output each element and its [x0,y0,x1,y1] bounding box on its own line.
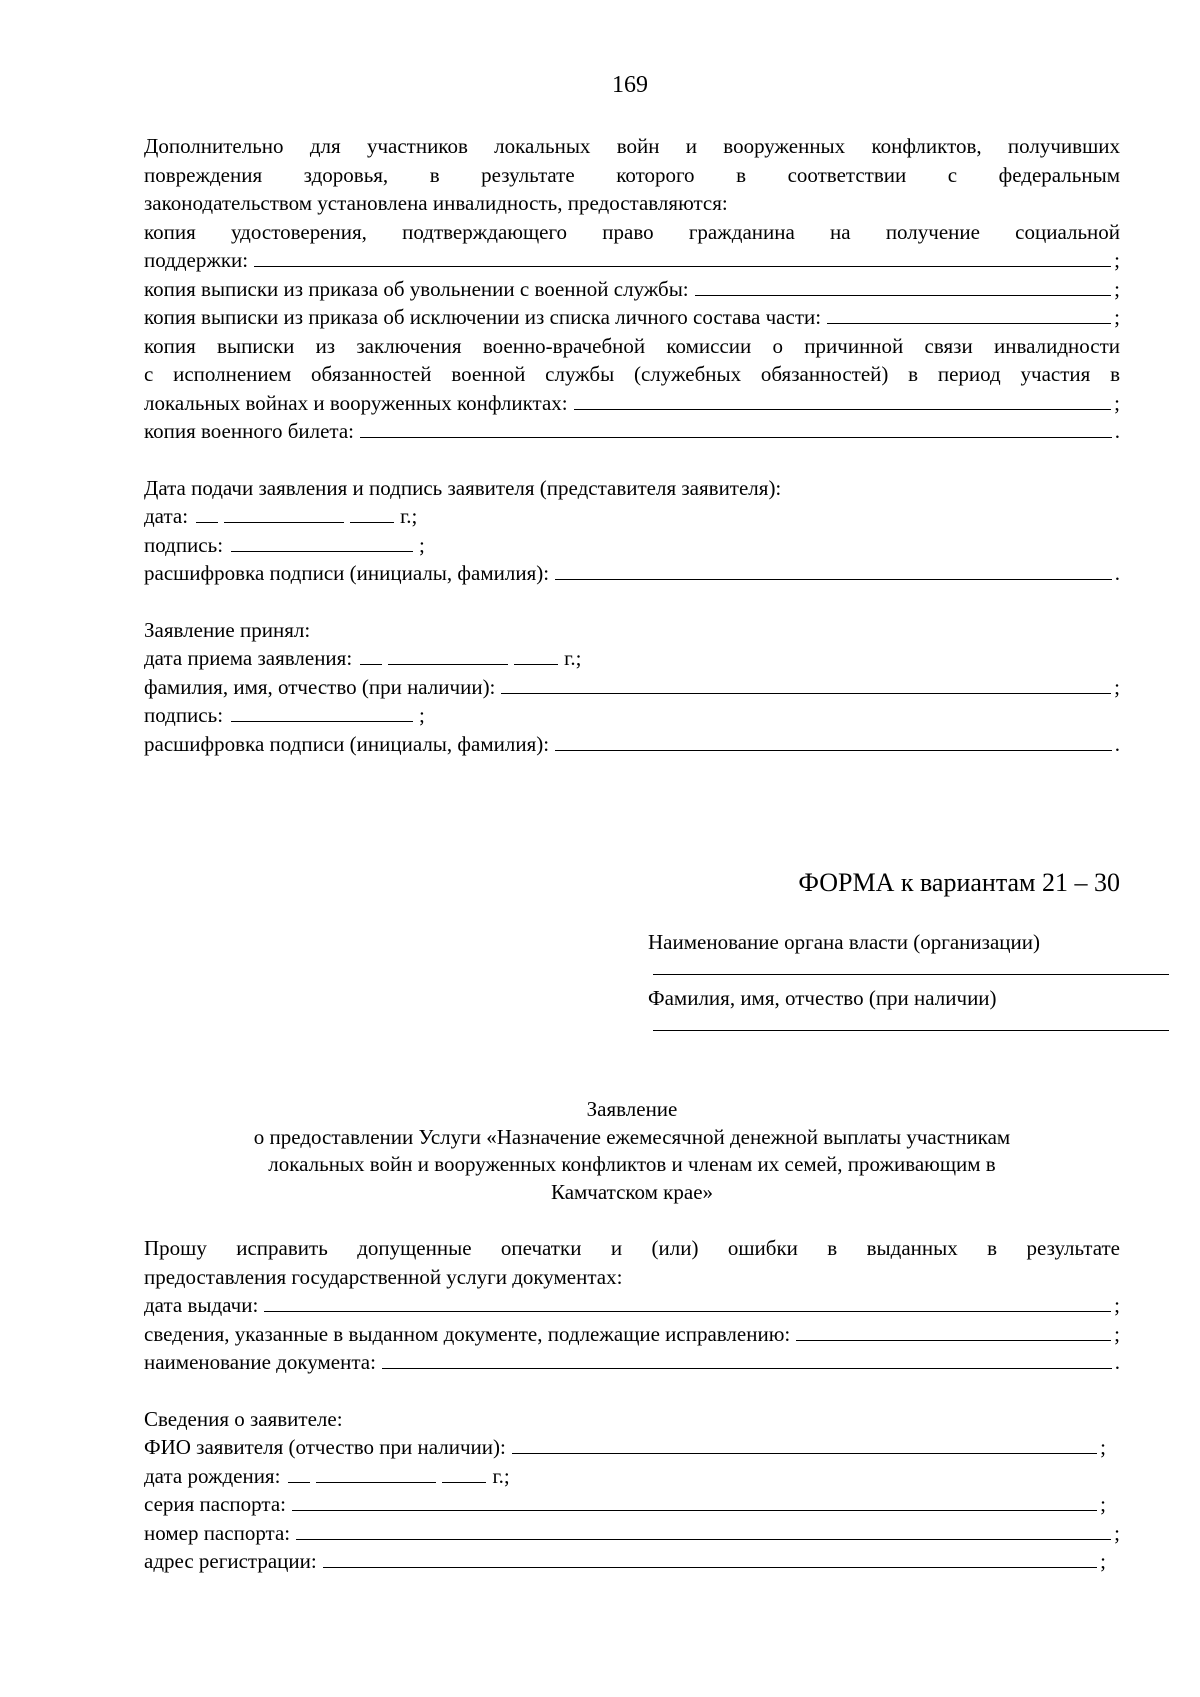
accept-date-field[interactable] [144,644,1120,673]
correction-info-field[interactable] [144,1320,1120,1349]
item1-text: копия удостоверения, подтверждающего право гражданина на получение социальной [144,219,1120,244]
form-title: ФОРМА к вариантам 21 – 30 [798,868,1120,897]
issue-date-field[interactable] [144,1291,1120,1320]
doc-name-label: наименование документа: [144,1350,376,1374]
correction-info-label: сведения, указанные в выданном документе, подлежащие исправлению: [144,1321,791,1346]
birth-date-label: дата рождения: [144,1463,281,1488]
item4-underline[interactable] [574,390,1112,410]
signature-heading [144,474,1120,503]
semicolon: ; [1114,674,1120,699]
address-label: адрес регистрации: [144,1549,317,1573]
year-underline[interactable] [350,503,394,523]
accept-fio-underline[interactable] [501,674,1111,694]
intro-line: Дополнительно для участников локальных войн и вооруженных конфликтов, получивших [144,134,1120,158]
org-field[interactable] [648,928,1168,975]
address-underline[interactable] [323,1548,1097,1568]
header-fio-label: Фамилия, имя, отчество (при наличии) [648,986,997,1010]
semicolon: ; [1100,1492,1106,1516]
statement-title-block [144,1096,1120,1206]
period: . [1114,561,1120,585]
item4-line: копия выписки из заключения военно-врачебной комиссии о причинной связи инвалидности [144,333,1120,358]
year-suffix: г.; [492,1463,510,1488]
year-underline[interactable] [442,1463,486,1483]
semicolon: ; [419,532,425,557]
accepted-heading [144,616,1120,645]
accept-signature-field[interactable] [144,701,1120,730]
issue-date-label: дата выдачи: [144,1293,259,1317]
item3-label: копия выписки из приказа об исключении из списка личного состава части: [144,305,822,329]
passport-number-label: номер паспорта: [144,1520,291,1545]
date-label: дата: [144,504,189,528]
applicant-fio-field[interactable] [144,1433,1106,1462]
signature-decode-field[interactable] [144,559,1120,588]
passport-series-label: серия паспорта: [144,1492,286,1516]
signature-underline[interactable] [231,532,413,552]
decode-label: расшифровка подписи (инициалы, фамилия): [144,561,550,585]
item1-label: поддержки: [144,248,249,272]
item5-label: копия военного билета: [144,419,354,443]
address-field[interactable] [144,1547,1106,1576]
period: . [1114,419,1120,443]
semicolon: ; [1114,1293,1120,1317]
semicolon: ; [1100,1435,1106,1459]
accept-signature-underline[interactable] [231,702,413,722]
item4-paragraph [144,332,1120,389]
accept-fio-field[interactable] [144,673,1120,702]
applicant-heading-text: Сведения о заявителе: [144,1406,343,1431]
org-underline[interactable] [653,956,1169,975]
signature-label: подпись: [144,532,224,557]
year-suffix: г.; [400,504,418,528]
accepted-heading-text: Заявление принял: [144,617,311,642]
month-underline[interactable] [388,645,508,665]
request-intro-line: Прошу исправить допущенные опечатки и (или) ошибки в выданных в результате [144,1236,1120,1260]
request-intro [144,1234,1120,1291]
item1-line [144,218,1120,247]
semicolon: ; [1114,1520,1120,1545]
request-section [144,1234,1120,1576]
additional-docs-section [144,132,1120,758]
item2-label: копия выписки из приказа об увольнении с военной службы: [144,276,689,301]
item4-label: локальных войнах и вооруженных конфликтах: [144,390,568,415]
intro-line: повреждения здоровья, в результате которого в соответствии с федеральным [144,162,1120,187]
accept-fio-label: фамилия, имя, отчество (при наличии): [144,674,496,699]
doc-name-underline[interactable] [382,1349,1112,1369]
applicant-heading [144,1405,1120,1434]
applicant-fio-label: ФИО заявителя (отчество при наличии): [144,1435,506,1459]
statement-subtitle-line: о предоставлении Услуги «Назначение ежемесячной денежной выплаты участникам [253,1124,1011,1149]
semicolon: ; [1114,248,1120,272]
item5-underline[interactable] [360,418,1112,438]
submission-date-field[interactable] [144,502,1120,531]
semicolon: ; [1114,1321,1120,1346]
day-underline[interactable] [288,1463,310,1483]
issue-date-underline[interactable] [264,1292,1111,1312]
period: . [1114,1350,1120,1374]
item2-underline[interactable] [695,276,1112,296]
item1-field[interactable] [144,246,1120,275]
month-underline[interactable] [224,503,344,523]
semicolon: ; [1100,1549,1106,1573]
month-underline[interactable] [316,1463,436,1483]
accept-signature-label: подпись: [144,703,224,727]
statement-subtitle-line: локальных войн и вооруженных конфликтов и членам их семей, проживающим в [268,1152,996,1176]
accept-decode-label: расшифровка подписи (инициалы, фамилия): [144,731,550,756]
header-fio-field[interactable] [648,984,1168,1031]
item3-underline[interactable] [827,304,1111,324]
page-number: 169 [612,72,648,98]
item5-field[interactable] [144,417,1120,446]
decode-underline[interactable] [555,560,1112,580]
signature-field[interactable] [144,531,1120,560]
item2-field[interactable] [144,275,1120,304]
doc-name-field[interactable] [144,1348,1120,1377]
year-underline[interactable] [514,645,558,665]
applicant-fio-underline[interactable] [512,1434,1097,1454]
day-underline[interactable] [360,645,382,665]
passport-series-field[interactable] [144,1490,1106,1519]
header-fio-underline[interactable] [653,1012,1169,1031]
semicolon: ; [1114,390,1120,415]
request-intro-line: предоставления государственной услуги документах: [144,1264,623,1289]
item3-field[interactable] [144,303,1120,332]
item4-line: с исполнением обязанностей военной службы (служебных обязанностей) в период участия в [144,362,1120,386]
intro-paragraph [144,132,1120,218]
birth-date-field[interactable] [144,1462,1120,1491]
semicolon: ; [1114,276,1120,301]
semicolon: ; [419,703,425,727]
statement-subtitle-line: Камчатском крае» [550,1179,714,1204]
accept-decode-field[interactable] [144,730,1120,759]
period: . [1114,731,1120,756]
passport-number-field[interactable] [144,1519,1120,1548]
accept-decode-underline[interactable] [555,731,1112,751]
org-label: Наименование органа власти (организации) [648,930,1040,954]
item1-underline[interactable] [254,247,1111,267]
year-suffix: г.; [564,646,582,670]
accept-date-label: дата приема заявления: [144,646,353,670]
semicolon: ; [1114,305,1120,329]
correction-info-underline[interactable] [796,1321,1111,1341]
passport-series-underline[interactable] [292,1491,1097,1511]
passport-number-underline[interactable] [296,1520,1111,1540]
statement-title: Заявление [586,1097,678,1121]
signature-heading-text: Дата подачи заявления и подпись заявителя (представителя заявителя): [144,475,782,500]
intro-line: законодательством установлена инвалидность, предоставляются: [144,191,728,215]
day-underline[interactable] [196,503,218,523]
item4-field[interactable] [144,389,1120,418]
